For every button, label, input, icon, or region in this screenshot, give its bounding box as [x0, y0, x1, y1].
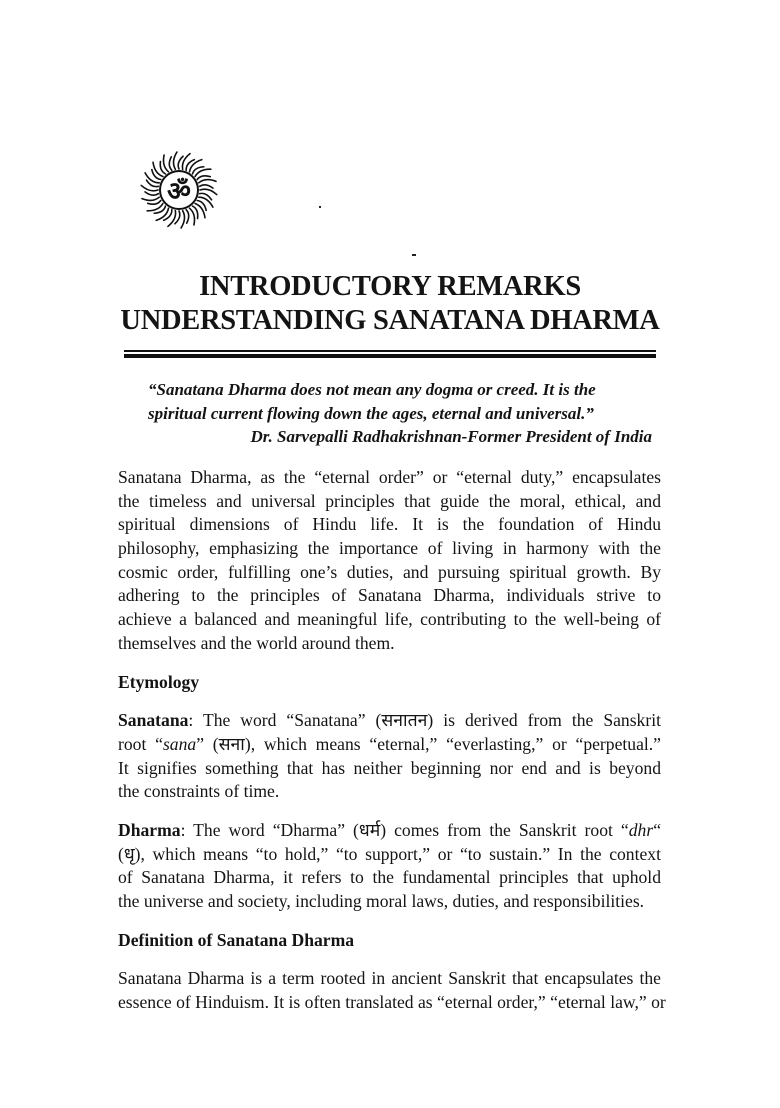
text-run: the universe and society, including moral laws, duties, and responsibilities. — [118, 891, 645, 911]
text-run: philosophy, emphasizing the importance of living in harmony with the — [118, 538, 661, 559]
om-sun-emblem-icon — [138, 150, 220, 230]
title-line-2: UNDERSTANDING SANATANA DHARMA — [120, 305, 660, 336]
text-line — [118, 490, 661, 514]
text-run: root “ — [118, 733, 163, 754]
text-run: : The word “Sanatana” (सनातन) is derived from the Sanskrit — [188, 710, 661, 731]
text-run: themselves and the world around them. — [118, 632, 395, 653]
text-line — [118, 608, 661, 632]
text-run: Sanatana Dharma is a term rooted in ancient Sanskrit that encapsulates the — [118, 968, 661, 989]
text-line — [118, 929, 661, 953]
text-run: essence of Hinduism. It is often translated as “eternal order,” “eternal law,” or — [118, 992, 666, 1013]
text-line — [118, 632, 661, 656]
text-run: spiritual dimensions of Hindu life. It is the foundation of Hindu — [118, 514, 661, 535]
text-line — [118, 466, 661, 490]
scan-speck — [412, 254, 416, 256]
sun-ray — [181, 211, 184, 228]
text-line — [118, 991, 666, 1015]
title-divider — [124, 350, 656, 358]
text-run: It signifies something that has neither beginning nor end and is beyond — [118, 757, 661, 778]
sun-ray — [190, 208, 195, 225]
text-run: the constraints of time. — [118, 781, 280, 802]
divider-thick-line — [124, 354, 656, 358]
text-line — [118, 709, 661, 733]
sun-ray — [199, 180, 216, 183]
paragraph — [118, 967, 666, 1014]
text-run: Etymology — [118, 671, 200, 692]
page-title — [100, 270, 680, 338]
quote-line: “Sanatana Dharma does not mean any dogma or creed. It is the — [148, 380, 596, 399]
italic-term: sana — [162, 733, 197, 754]
text-line — [118, 584, 661, 608]
text-line — [118, 537, 661, 561]
sun-ray — [163, 155, 168, 172]
quote-attribution: Dr. Sarvepalli Radhakrishnan-Former President of India — [250, 427, 652, 446]
svg-text:ॐ: ॐ — [167, 177, 191, 207]
text-line — [118, 843, 661, 867]
body-text — [118, 466, 666, 1030]
text-line — [118, 866, 661, 890]
text-run: : The word “Dharma” (धर्म) comes from the Sanskrit root “ — [180, 819, 629, 840]
text-line — [118, 671, 661, 695]
sun-ray — [169, 157, 172, 170]
sun-ray — [145, 192, 158, 195]
text-run: Sanatana Dharma, as the “eternal order” or “eternal duty,” encapsulates — [118, 467, 661, 487]
text-line — [118, 561, 661, 585]
divider-thin-line — [124, 350, 656, 352]
text-run: Definition of Sanatana Dharma — [118, 929, 355, 950]
text-line — [118, 513, 661, 537]
text-run: achieve a balanced and meaningful life, contributing to the well-being of — [118, 609, 661, 630]
text-run: ” (सना), which means “eternal,” “everlasting,” or “perpetual.” — [196, 733, 661, 754]
sun-ray — [174, 152, 177, 169]
text-run: cosmic order, fulfilling one’s duties, and pursuing spiritual growth. By — [118, 561, 661, 582]
text-line — [118, 890, 661, 914]
term-label: Sanatana — [118, 710, 189, 731]
paragraph — [118, 709, 661, 804]
text-run: “ — [653, 819, 661, 840]
paragraph — [118, 466, 661, 656]
italic-term: dhr — [628, 819, 654, 840]
sun-ray — [200, 185, 213, 188]
text-line — [118, 733, 661, 757]
text-run: the timeless and universal principles that guide the moral, ethical, and — [118, 490, 661, 511]
term-label: Dharma — [118, 819, 181, 840]
sun-ray — [186, 210, 189, 223]
text-run: adhering to the principles of Sanatana Dharma, individuals strive to — [118, 585, 661, 606]
text-line — [118, 967, 661, 991]
text-line — [118, 757, 661, 781]
section-heading — [118, 929, 661, 953]
epigraph-quote — [148, 378, 652, 449]
text-run: (धृ), which means “to hold,” “to support,” or “to sustain.” In the context — [118, 843, 661, 864]
paragraph — [118, 819, 661, 914]
quote-line: spiritual current flowing down the ages, eternal and universal.” — [148, 403, 594, 423]
scan-speck — [319, 206, 321, 208]
text-run: of Sanatana Dharma, it refers to the fundamental principles that uphold — [118, 867, 661, 888]
section-heading — [118, 671, 661, 695]
title-line-1: INTRODUCTORY REMARKS — [199, 271, 581, 302]
text-line — [118, 780, 661, 804]
sun-ray — [142, 197, 159, 200]
text-line — [118, 819, 661, 843]
